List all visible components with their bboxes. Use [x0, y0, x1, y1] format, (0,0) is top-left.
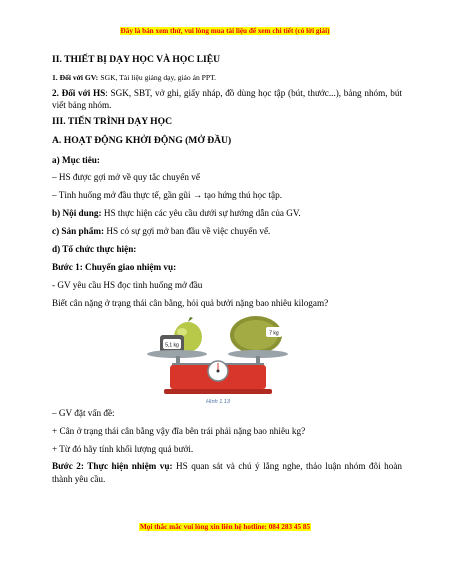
step-2-text: HS quan sát và chú ý lắng nghe, thảo luận nhóm đôi hoàn thành yêu cầu.	[52, 461, 402, 484]
content-line	[52, 207, 402, 219]
section-3-title: III. TIẾN TRÌNH DẠY HỌC	[52, 116, 173, 127]
gv-pose-problem: – GV đặt vấn đề:	[52, 408, 115, 418]
step-1-label: Bước 1: Chuyển giao nhiệm vụ:	[52, 262, 177, 272]
question-2: + Từ đó hãy tính khối lượng quả bưởi.	[52, 444, 194, 454]
preview-notice-text: Đây là bản xem thử, vui lòng mua tài liệu để xem chi tiết (có lời giải)	[120, 27, 330, 35]
gv-equipment-label: 1. Đối với GV:	[52, 73, 99, 82]
document-body	[52, 54, 402, 486]
step-2-paragraph	[52, 460, 402, 486]
gv-equipment-text: SGK, Tài liệu giảng dạy, giáo án PPT.	[100, 73, 217, 82]
product-label: c) Sản phẩm:	[52, 226, 105, 236]
hs-equipment-label: 2. Đối với HS	[52, 88, 106, 98]
objective-item-2: – Tình huống mở đầu thực tế, gần gũi → tạo hứng thú học tập.	[52, 190, 283, 200]
hs-equipment-text: : SGK, SBT, vở ghi, giấy nháp, đồ dùng học tập (bút, thước...), bảng nhóm, bút viết bảng nhóm.	[52, 88, 402, 110]
balance-scale-image	[52, 313, 402, 405]
scale-question: Biết cân nặng ở trạng thái cân bằng, hỏi quả bưởi nặng bao nhiêu kilogam?	[52, 298, 329, 308]
figure-caption: Hình 1.13	[206, 399, 230, 405]
product-line	[52, 225, 402, 237]
preview-notice-banner	[0, 27, 450, 35]
hs-equipment-paragraph	[52, 87, 402, 111]
hotline-text: Mọi thắc mắc vui lòng xin liên hệ hotline: 084 283 45 85	[139, 523, 311, 531]
section-2-title: II. THIẾT BỊ DẠY HỌC VÀ HỌC LIỆU	[52, 54, 221, 65]
product-text: HS có sự gợi mở ban đầu về việc chuyển vế.	[104, 226, 271, 236]
left-weight-label: 5,1 kg	[165, 342, 179, 349]
gv-equipment-line	[52, 71, 402, 84]
right-weight-label: 7 kg	[269, 330, 279, 337]
step-1-item: - GV yêu cầu HS đọc tình huống mở đầu	[52, 280, 203, 290]
scale-figure	[52, 313, 402, 405]
content-label: b) Nội dung:	[52, 208, 102, 218]
question-1: + Cân ở trạng thái cân bằng vậy đĩa bên trái phải nặng bao nhiêu kg?	[52, 426, 306, 436]
objective-item-1: – HS được gợi mở về quy tắc chuyển vế	[52, 172, 200, 182]
hotline-banner	[0, 523, 450, 531]
objective-label: a) Mục tiêu:	[52, 155, 100, 165]
step-2-label: Bước 2: Thực hiện nhiệm vụ:	[52, 461, 173, 471]
organization-label: d) Tổ chức thực hiện:	[52, 244, 137, 254]
content-text: HS thực hiện các yêu cầu dưới sự hướng dẫn của GV.	[101, 208, 301, 218]
activity-a-title: A. HOẠT ĐỘNG KHỞI ĐỘNG (MỞ ĐẦU)	[52, 135, 232, 146]
